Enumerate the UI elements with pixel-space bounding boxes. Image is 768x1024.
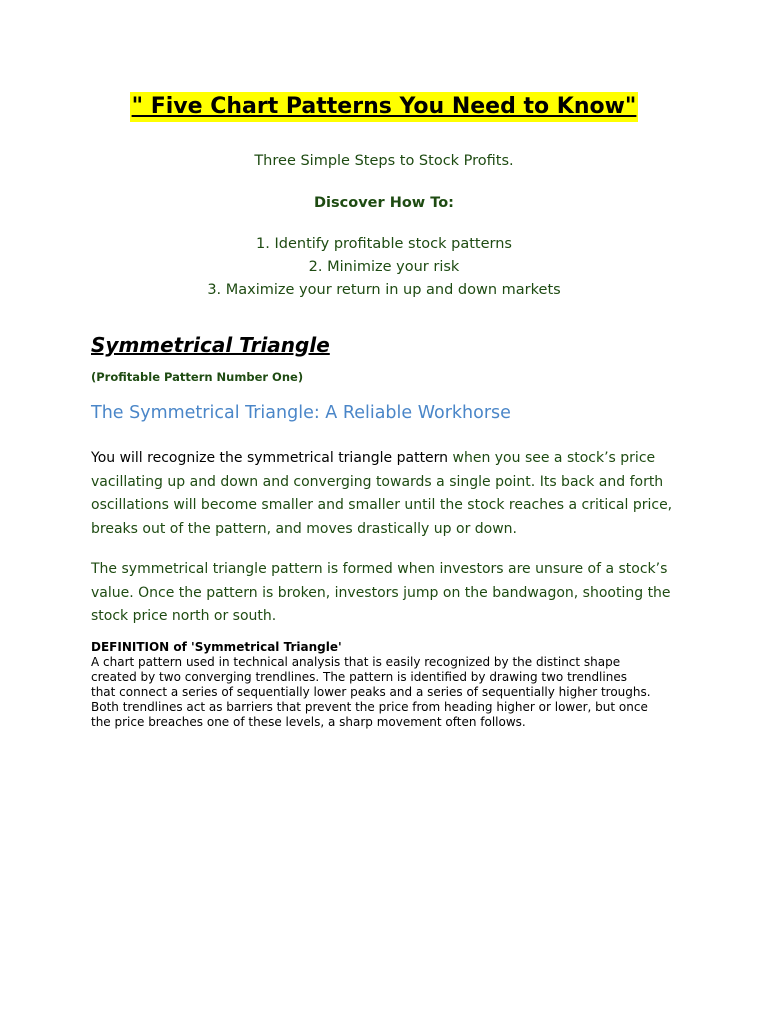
step-item: 2. Minimize your risk — [308, 259, 460, 275]
definition-block — [91, 640, 691, 730]
paragraph-text: symmetrical triangle pattern — [246, 450, 449, 466]
paragraph-formation — [91, 558, 691, 629]
definition-line: A chart pattern used in technical analysis that is easily recognized by the distinct shape — [91, 655, 621, 669]
definition-line: created by two converging trendlines. The pattern is identified by drawing two trendlines — [91, 670, 627, 684]
document-title: " Five Chart Patterns You Need to Know" — [130, 92, 639, 122]
step-item: 1. Identify profitable stock patterns — [256, 236, 512, 252]
paragraph-line: The symmetrical triangle pattern is formed when investors are unsure of a stock’s — [91, 561, 668, 577]
section-subheading: (Profitable Pattern Number One) — [91, 370, 304, 384]
discover-heading: Discover How To: — [314, 195, 454, 211]
steps-list — [0, 233, 768, 302]
article-heading: The Symmetrical Triangle: A Reliable Workhorse — [91, 403, 511, 423]
definition-line: that connect a series of sequentially lower peaks and a series of sequentially higher troughs. — [91, 685, 651, 699]
paragraph-line: vacillating up and down and converging towards a single point. Its back and forth — [91, 473, 664, 490]
paragraph-line: value. Once the pattern is broken, investors jump on the bandwagon, shooting the — [91, 584, 671, 601]
definition-title: DEFINITION of 'Symmetrical Triangle' — [91, 640, 342, 654]
definition-line: the price breaches one of these levels, a sharp movement often follows. — [91, 715, 526, 729]
paragraph-line: stock price north or south. — [91, 608, 277, 624]
definition-line: Both trendlines act as barriers that prevent the price from heading higher or lower, but once — [91, 700, 648, 714]
step-item: 3. Maximize your return in up and down markets — [207, 282, 561, 298]
paragraph-text: You will recognize the — [91, 450, 247, 466]
subtitle: Three Simple Steps to Stock Profits. — [254, 153, 514, 169]
title-container — [0, 92, 768, 122]
paragraph-text: when you see a stock’s price — [448, 450, 656, 466]
paragraph-line: breaks out of the pattern, and moves drastically up or down. — [91, 520, 517, 537]
paragraph-intro — [91, 447, 691, 541]
paragraph-line: oscillations will become smaller and smaller until the stock reaches a critical price, — [91, 497, 673, 513]
section-heading: Symmetrical Triangle — [91, 333, 330, 357]
paragraph-line — [91, 447, 691, 471]
